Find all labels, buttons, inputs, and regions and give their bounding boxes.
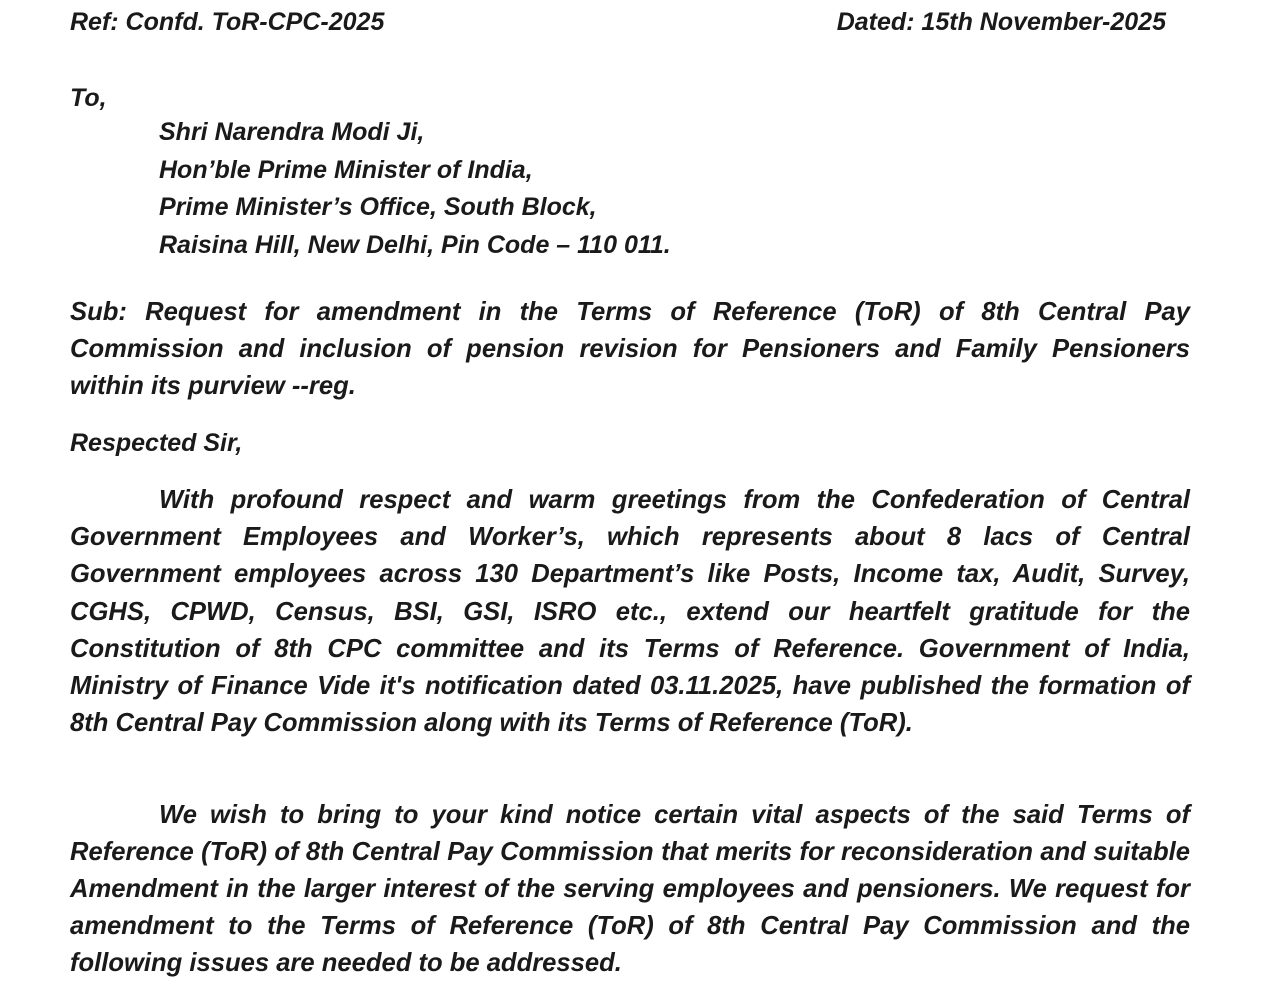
addressee-designation: Hon’ble Prime Minister of India,: [159, 155, 533, 184]
letter-date: Dated: 15th November-2025: [836, 8, 1166, 36]
reference-line: [70, 4, 1166, 40]
to-label: To,: [70, 84, 107, 112]
addressee-block: [159, 114, 671, 264]
body-paragraph-1: With profound respect and warm greetings from the Confederation of Central Government Employees and Worker’s, which represents about 8 lacs of Central Government employees across 130 Department’s like Posts, Income tax, Audit, Survey, CGHS, CPWD, Census, BSI, GSI, ISRO etc., extend our heartfelt gratitude for the Constitution of 8th CPC committee and its Terms of Reference. Government of India, Ministry of Finance Vide it's notification dated 03.11.2025, have published the formation of 8th Central Pay Commission along with its Terms of Reference (ToR).: [70, 486, 1190, 738]
reference-number: Ref: Confd. ToR-CPC-2025: [70, 8, 385, 36]
salutation: Respected Sir,: [70, 429, 243, 457]
subject-line: Sub: Request for amendment in the Terms of Reference (ToR) of 8th Central Pay Commission and inclusion of pension revision for Pensioners and Family Pensioners within its purview --reg.: [70, 298, 1190, 400]
addressee-city-pincode: Raisina Hill, New Delhi, Pin Code – 110 011.: [159, 230, 671, 259]
addressee-name: Shri Narendra Modi Ji,: [159, 118, 425, 146]
body-paragraph-2: We wish to bring to your kind notice certain vital aspects of the said Terms of Reference (ToR) of 8th Central Pay Commission that merits for reconsideration and suitable Amendment in the larger interest of the serving employees and pensioners. We request for amendment to the Terms of Reference (ToR) of 8th Central Pay Commission and the following issues are needed to be addressed.: [70, 801, 1190, 977]
addressee-office: Prime Minister’s Office, South Block,: [159, 193, 597, 221]
